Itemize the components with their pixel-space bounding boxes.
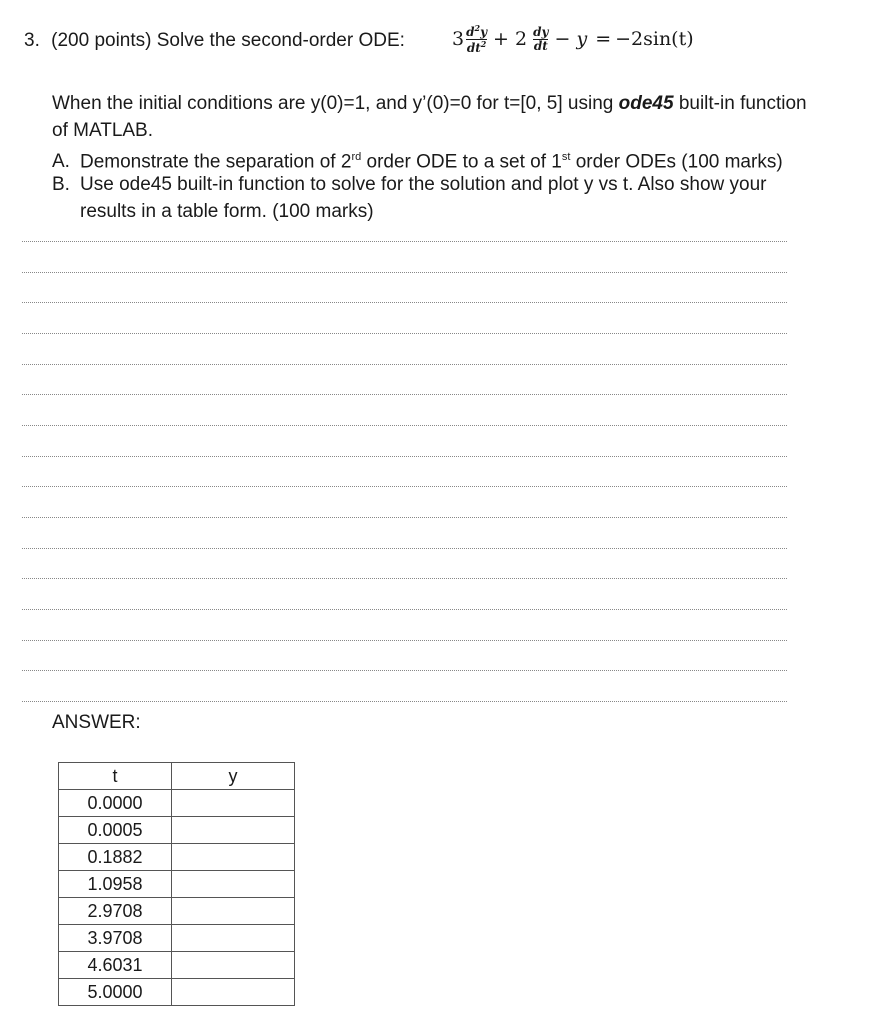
second-derivative xyxy=(466,24,487,54)
answer-line xyxy=(22,456,787,457)
d2-num-exp: 2 xyxy=(474,23,481,33)
question-heading xyxy=(24,30,405,52)
header-y: y xyxy=(172,763,295,790)
cell-y[interactable] xyxy=(172,844,295,871)
d2-den: dt xyxy=(466,40,481,55)
results-table xyxy=(58,762,295,1006)
question-number: 3. xyxy=(24,30,40,51)
item-a-text3: order ODEs (100 marks) xyxy=(570,151,783,173)
eq-rhs: −2sin(t) xyxy=(615,28,694,51)
answer-line xyxy=(22,272,787,273)
cell-y[interactable] xyxy=(172,898,295,925)
item-b xyxy=(52,171,832,225)
intro-text-b: built-in function of MATLAB. xyxy=(52,93,807,141)
cell-y[interactable] xyxy=(172,952,295,979)
cell-y[interactable] xyxy=(172,871,295,898)
cell-t: 0.1882 xyxy=(59,844,172,871)
answer-label: ANSWER: xyxy=(52,712,141,733)
answer-line xyxy=(22,701,787,702)
answer-line xyxy=(22,333,787,334)
cell-y[interactable] xyxy=(172,817,295,844)
table-row xyxy=(59,979,295,1006)
d2-den-exp: 2 xyxy=(480,38,487,49)
cell-t: 1.0958 xyxy=(59,871,172,898)
eq-plus: + 2 xyxy=(493,28,528,51)
item-b-text: Use ode45 built-in function to solve for the solution and plot y vs t. Also show your results in a table form. (100 marks) xyxy=(80,174,767,222)
cell-t: 0.0005 xyxy=(59,817,172,844)
answer-line xyxy=(22,670,787,671)
answer-line xyxy=(22,517,787,518)
intro-paragraph xyxy=(52,90,822,144)
answer-line xyxy=(22,609,787,610)
answer-line xyxy=(22,241,787,242)
cell-y[interactable] xyxy=(172,925,295,952)
item-a-sup2: st xyxy=(561,151,571,163)
table-header-row xyxy=(59,763,295,790)
d2-num: d xyxy=(466,25,475,39)
eq-coef: 3 xyxy=(452,28,465,51)
cell-t: 0.0000 xyxy=(59,790,172,817)
answer-line xyxy=(22,548,787,549)
answer-line xyxy=(22,394,787,395)
table-row xyxy=(59,925,295,952)
answer-line xyxy=(22,302,787,303)
ode-equation xyxy=(452,24,694,54)
intro-text-a: When the initial conditions are y(0)=1, and y’(0)=0 for t=[0, 5] using xyxy=(52,93,619,114)
eq-minus-y: − y xyxy=(554,28,588,51)
cell-t: 2.9708 xyxy=(59,898,172,925)
header-t: t xyxy=(59,763,172,790)
answer-line xyxy=(22,640,787,641)
answer-line xyxy=(22,486,787,487)
answer-line xyxy=(22,578,787,579)
cell-t: 4.6031 xyxy=(59,952,172,979)
table-row xyxy=(59,898,295,925)
answer-line xyxy=(22,364,787,365)
item-a-text1: Demonstrate the separation of 2 xyxy=(80,151,352,173)
cell-y[interactable] xyxy=(172,979,295,1006)
table-row xyxy=(59,871,295,898)
cell-y[interactable] xyxy=(172,790,295,817)
eq-equals: = xyxy=(595,28,612,51)
item-a-text2: order ODE to a set of 1 xyxy=(361,151,562,173)
item-b-label: B. xyxy=(52,174,70,195)
d1-den: dt xyxy=(533,38,548,53)
table-row xyxy=(59,790,295,817)
answer-line xyxy=(22,425,787,426)
d2-num-var: y xyxy=(480,25,488,39)
cell-t: 3.9708 xyxy=(59,925,172,952)
intro-ode45: ode45 xyxy=(618,93,674,114)
question-title: (200 points) Solve the second-order ODE: xyxy=(51,30,405,51)
table-row xyxy=(59,844,295,871)
cell-t: 5.0000 xyxy=(59,979,172,1006)
first-derivative xyxy=(533,26,548,52)
item-a-sup1: rd xyxy=(351,151,362,163)
table-row xyxy=(59,952,295,979)
d1-num: dy xyxy=(533,25,549,39)
item-a-label: A. xyxy=(52,151,70,173)
table-row xyxy=(59,817,295,844)
